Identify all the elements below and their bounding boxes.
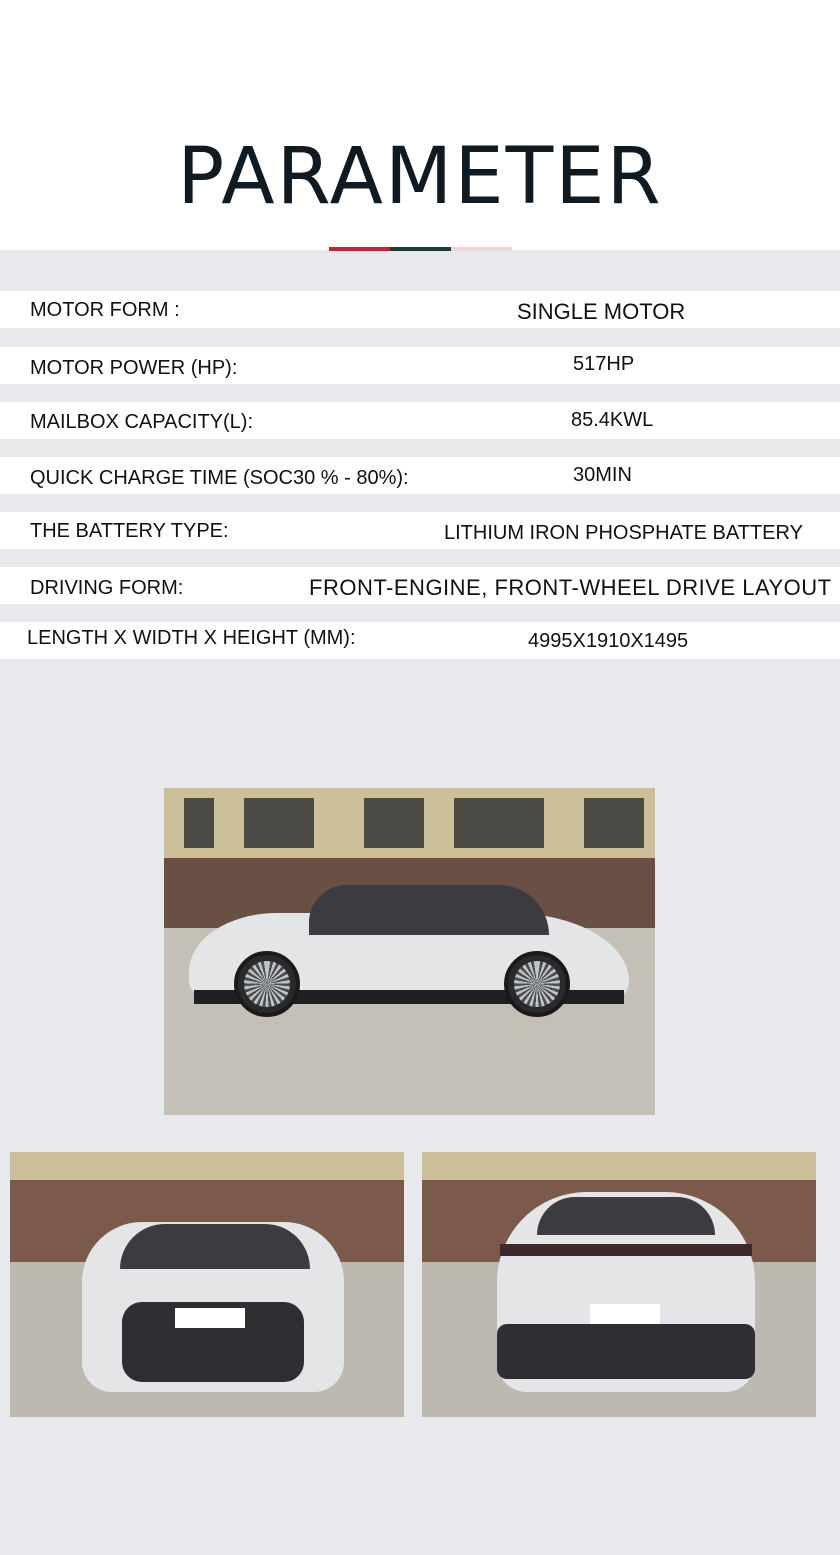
license-plate [590,1304,660,1324]
spec-value: 517HP [573,353,635,375]
rear-bumper [497,1324,755,1379]
car-side-photo [164,788,655,1115]
spec-value: 30MIN [573,464,632,486]
spec-label: QUICK CHARGE TIME (SOC30 % - 80%): [30,467,409,489]
windshield [120,1224,310,1269]
spec-value: SINGLE MOTOR [517,299,686,324]
spec-label: LENGTH X WIDTH X HEIGHT (MM): [27,627,356,649]
spec-value: FRONT-ENGINE, FRONT-WHEEL DRIVE LAYOUT [309,575,832,600]
spec-value: 4995X1910X1495 [528,630,689,652]
rear-window [537,1197,715,1235]
car-rear-photo [422,1152,816,1417]
tail-light-bar [500,1244,752,1256]
spec-value: 85.4KWL [571,409,654,431]
spec-row-charge-time [0,457,840,494]
page-title: PARAMETER [177,132,663,222]
spec-label: MOTOR POWER (HP): [30,357,238,379]
spec-row-capacity [0,402,840,439]
spec-row-battery-type [0,512,840,549]
title-underline-pink [451,247,512,251]
spec-row-motor-power [0,347,840,384]
spec-row-driving-form [0,567,840,604]
license-plate [175,1308,245,1328]
car-windows [309,885,549,935]
car-front-photo [10,1152,404,1417]
spec-row-dimensions [0,622,840,659]
spec-label: MOTOR FORM : [30,299,180,321]
spec-row-motor-form [0,291,840,328]
spec-value: LITHIUM IRON PHOSPHATE BATTERY [444,522,803,544]
spec-label: THE BATTERY TYPE: [30,520,229,542]
title-underline-red [329,247,390,251]
spec-label: MAILBOX CAPACITY(L): [30,411,254,433]
spec-label: DRIVING FORM: [30,577,184,599]
title-underline-dark [390,247,451,251]
